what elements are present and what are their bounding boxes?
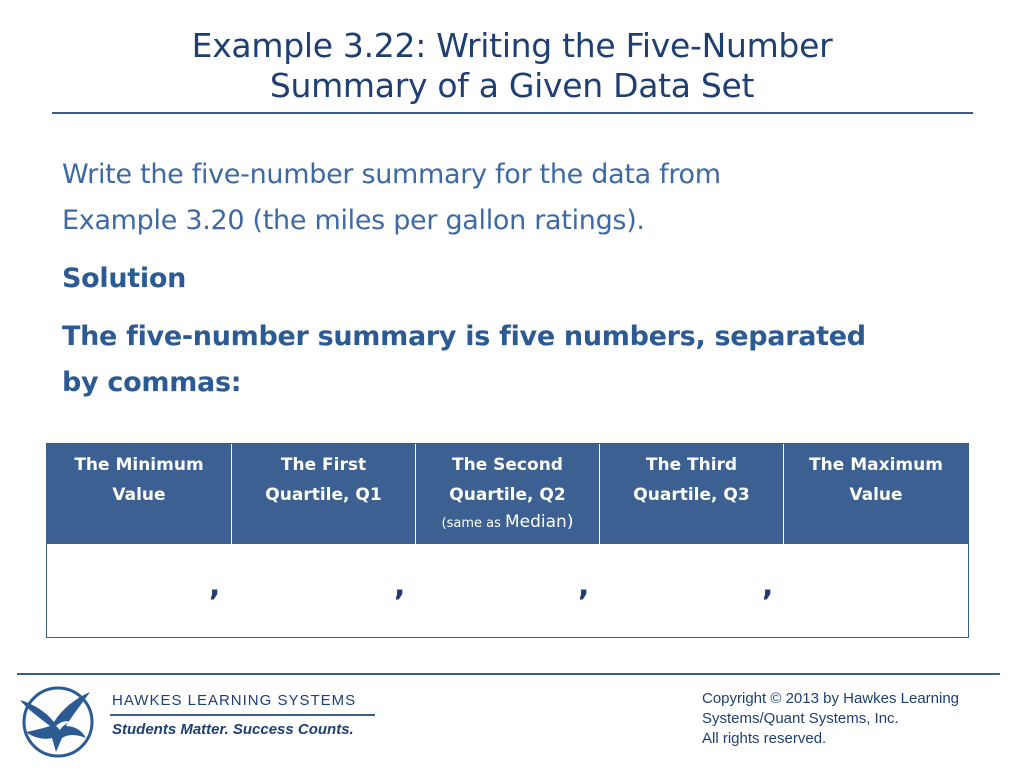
header-q2-line-1: The Second: [452, 455, 563, 475]
header-q3-line-2: Quartile, Q3: [633, 485, 750, 505]
five-number-summary-table: [46, 443, 969, 638]
header-maximum-line-1: The Maximum: [809, 455, 943, 475]
header-maximum: [784, 444, 968, 544]
comma-separator: ,: [209, 568, 221, 603]
header-maximum-line-2: Value: [849, 485, 903, 505]
table-header-row: [47, 444, 968, 544]
brand-underline: [110, 714, 375, 716]
header-minimum-line-1: The Minimum: [74, 455, 204, 475]
explanation-line-2: by commas:: [62, 367, 242, 398]
title-divider: [52, 112, 973, 114]
header-first-quartile: [232, 444, 416, 544]
copyright-notice: [702, 689, 1012, 749]
header-q1-line-2: Quartile, Q1: [265, 485, 382, 505]
copyright-line-1: Copyright © 2013 by Hawkes Learning: [702, 690, 960, 707]
explanation-line-1: The five-number summary is five numbers, separated: [62, 321, 866, 352]
slide-title: [40, 26, 984, 106]
header-minimum-line-2: Value: [112, 485, 166, 505]
copyright-line-3: All rights reserved.: [702, 730, 827, 747]
slide-title-line-2: Summary of a Given Data Set: [269, 66, 755, 105]
comma-separator: ,: [762, 568, 774, 603]
header-q3-line-1: The Third: [645, 455, 738, 475]
copyright-line-2: Systems/Quant Systems, Inc.: [702, 710, 899, 727]
intro-line-1: Write the five-number summary for the data from: [62, 159, 721, 190]
slide-title-line-1: Example 3.22: Writing the Five-Number: [191, 26, 833, 65]
header-q2-note-median: Median): [505, 512, 574, 532]
header-q2-note: [416, 510, 599, 536]
intro-line-2: Example 3.20 (the miles per gallon ratings).: [62, 205, 645, 236]
solution-heading: Solution: [62, 263, 187, 294]
footer-divider: [17, 673, 1000, 675]
header-third-quartile: [600, 444, 784, 544]
intro-paragraph: [62, 152, 962, 244]
value-cell-maximum: [784, 544, 968, 637]
value-cell-q2: [416, 544, 600, 637]
explanation-paragraph: [62, 314, 962, 406]
header-q2-line-2: Quartile, Q2: [449, 485, 566, 505]
value-cell-q1: [232, 544, 416, 637]
header-q2-note-prefix: (same as: [441, 516, 505, 531]
value-cell-minimum: [47, 544, 232, 637]
header-minimum: [47, 444, 232, 544]
comma-separator: ,: [394, 568, 406, 603]
header-q1-line-1: The First: [280, 455, 367, 475]
table-value-row: [47, 544, 968, 637]
comma-separator: ,: [578, 568, 590, 603]
eagle-logo-icon: [16, 682, 100, 760]
header-second-quartile: [416, 444, 600, 544]
value-cell-q3: [600, 544, 784, 637]
brand-name: HAWKES LEARNING SYSTEMS: [112, 692, 357, 709]
brand-tagline: Students Matter. Success Counts.: [112, 721, 354, 738]
